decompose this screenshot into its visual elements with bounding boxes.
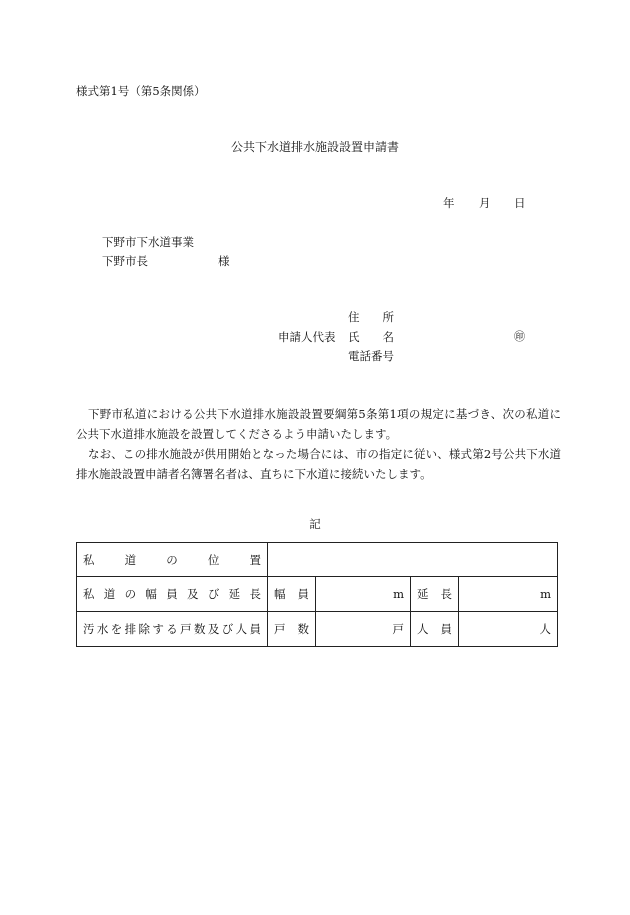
seal-icon: ㊞ <box>514 330 525 343</box>
applicant-address-label: 住 所 <box>348 310 394 324</box>
addressee-organization: 下野市下水道事業 <box>102 235 194 249</box>
unit-meter: m <box>393 587 404 601</box>
unit-person: 人 <box>539 622 551 636</box>
location-value-field[interactable] <box>268 543 558 577</box>
form-number: 様式第1号（第5条関係） <box>76 84 206 98</box>
applicant-phone-label: 電話番号 <box>348 349 394 363</box>
sub-label-width: 幅員 <box>268 577 316 612</box>
table-row-households-people <box>77 612 558 647</box>
width-value-field[interactable] <box>316 577 411 612</box>
unit-meter: m <box>540 587 551 601</box>
sub-label-length: 延長 <box>411 577 459 612</box>
date-year-label: 年 <box>443 196 455 210</box>
row-label-households-people: 汚水を排除する戸数及び人員 <box>77 612 268 647</box>
applicant-name-label: 氏 名 <box>348 330 394 344</box>
addressee-honorific: 様 <box>218 254 230 268</box>
table-row-width-length <box>77 577 558 612</box>
length-value-field[interactable] <box>459 577 558 612</box>
detail-table <box>76 542 558 647</box>
document-title: 公共下水道排水施設設置申請書 <box>230 140 399 154</box>
applicant-representative-label: 申請人代表 <box>278 330 336 344</box>
sub-label-households: 戸数 <box>268 612 316 647</box>
households-value-field[interactable] <box>316 612 411 647</box>
unit-household: 戸 <box>392 622 404 636</box>
body-paragraph-1: 下野市私道における公共下水道排水施設設置要綱第5条第1項の規定に基づき、次の私道に公共下水道排水施設を設置してくださるよう申請いたします。 <box>76 407 561 441</box>
sub-label-people: 人員 <box>411 612 459 647</box>
row-label-width-length: 私道の幅員及び延長 <box>77 577 268 612</box>
ki-heading: 記 <box>309 517 321 531</box>
people-value-field[interactable] <box>459 612 558 647</box>
date-month-label: 月 <box>479 196 491 210</box>
body-paragraph-2: なお、この排水施設が供用開始となった場合には、市の指定に従い、様式第2号公共下水道排水施設設置申請者名簿署名者は、直ちに下水道に接続いたします。 <box>76 447 561 481</box>
date-day-label: 日 <box>514 196 526 210</box>
row-label-location: 私道の位置 <box>77 543 268 577</box>
addressee-mayor: 下野市長 <box>102 254 148 268</box>
table-row-location <box>77 543 558 577</box>
